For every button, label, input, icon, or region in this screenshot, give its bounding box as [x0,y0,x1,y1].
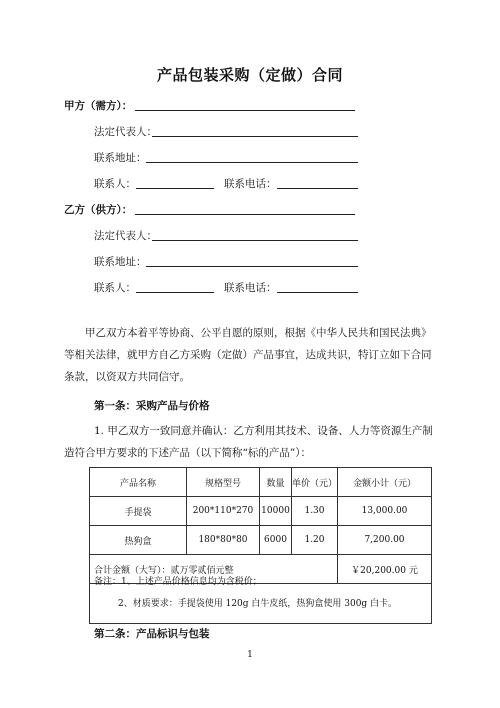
cell-product-name: 热狗盒 [90,526,187,555]
header-spec: 规格型号 [187,468,260,497]
party-a-legal-rep-field[interactable] [152,136,358,137]
party-b-phone-label: 联系电话： [224,282,277,294]
page-number: 1 [247,650,253,660]
party-a-contact-label: 联系人： [94,178,136,190]
header-subtotal: 金额小计（元） [338,468,432,497]
party-a-label: 甲方（需方）： [64,100,133,112]
party-b-name-field[interactable] [135,214,355,215]
cell-spec: 180*80*80 [187,526,260,555]
party-b-contact-label: 联系人： [94,282,136,294]
party-b-phone-field[interactable] [277,292,358,293]
total-amount-value: ￥20,200.00 元 [338,555,432,584]
table-row [90,526,432,555]
party-a-address-label: 联系地址： [94,152,147,164]
note-line-1: 备注：1、上述产品价格信息均为含税价； [94,577,262,587]
table-header-row [90,468,432,497]
header-unit-price: 单价（元） [292,468,338,497]
cell-product-name: 手提袋 [90,497,187,526]
section-1-title: 第一条：采购产品与价格 [94,400,210,412]
party-b-legal-rep-field[interactable] [152,240,358,241]
table-row [90,497,432,526]
party-b-legal-rep-label: 法定代表人： [94,230,157,242]
cell-spec: 200*110*270 [187,497,260,526]
clause-1-text: 1. 甲乙双方一致同意并确认：乙方利用其技术、设备、人力等资源生产制造符合甲方要求的下述产品（以下简称“标的产品”）： [64,425,433,459]
header-quantity: 数量 [260,468,292,497]
cell-unit-price: 1.30 [292,497,338,526]
party-a-address-field[interactable] [146,162,358,163]
total-amount-label: 合计金额（大写）：贰万零贰佰元整 [90,555,338,584]
party-b-label: 乙方（供方）： [64,204,133,216]
product-table [89,467,432,584]
party-a-legal-rep-label: 法定代表人： [94,126,157,138]
document-title: 产品包装采购（定做）合同 [156,66,343,84]
cell-quantity: 6000 [260,526,292,555]
party-b-address-field[interactable] [146,266,358,267]
party-a-phone-field[interactable] [277,188,358,189]
intro-paragraph: 甲乙双方本着平等协商、公平自愿的原则，根据《中华人民共和国民法典》等相关法律，就甲方自乙方采购（定做）产品事宜，达成共识，特订立如下合同条款，以资双方共同信守。 [64,327,432,383]
cell-subtotal: 13,000.00 [338,497,432,526]
party-b-contact-field[interactable] [136,292,214,293]
section-2-title: 第二条：产品标识与包装 [94,628,210,640]
cell-quantity: 10000 [260,497,292,526]
party-a-phone-label: 联系电话： [224,178,277,190]
party-a-name-field[interactable] [135,110,355,111]
cell-unit-price: 1.20 [292,526,338,555]
party-b-address-label: 联系地址： [94,256,147,268]
party-a-contact-field[interactable] [136,188,214,189]
notes-box [89,569,432,624]
cell-subtotal: 7,200.00 [338,526,432,555]
note-line-2: 2、材质要求：手提袋使用 120g 白牛皮纸，热狗盒使用 300g 白卡。 [118,599,398,609]
header-product-name: 产品名称 [90,468,187,497]
